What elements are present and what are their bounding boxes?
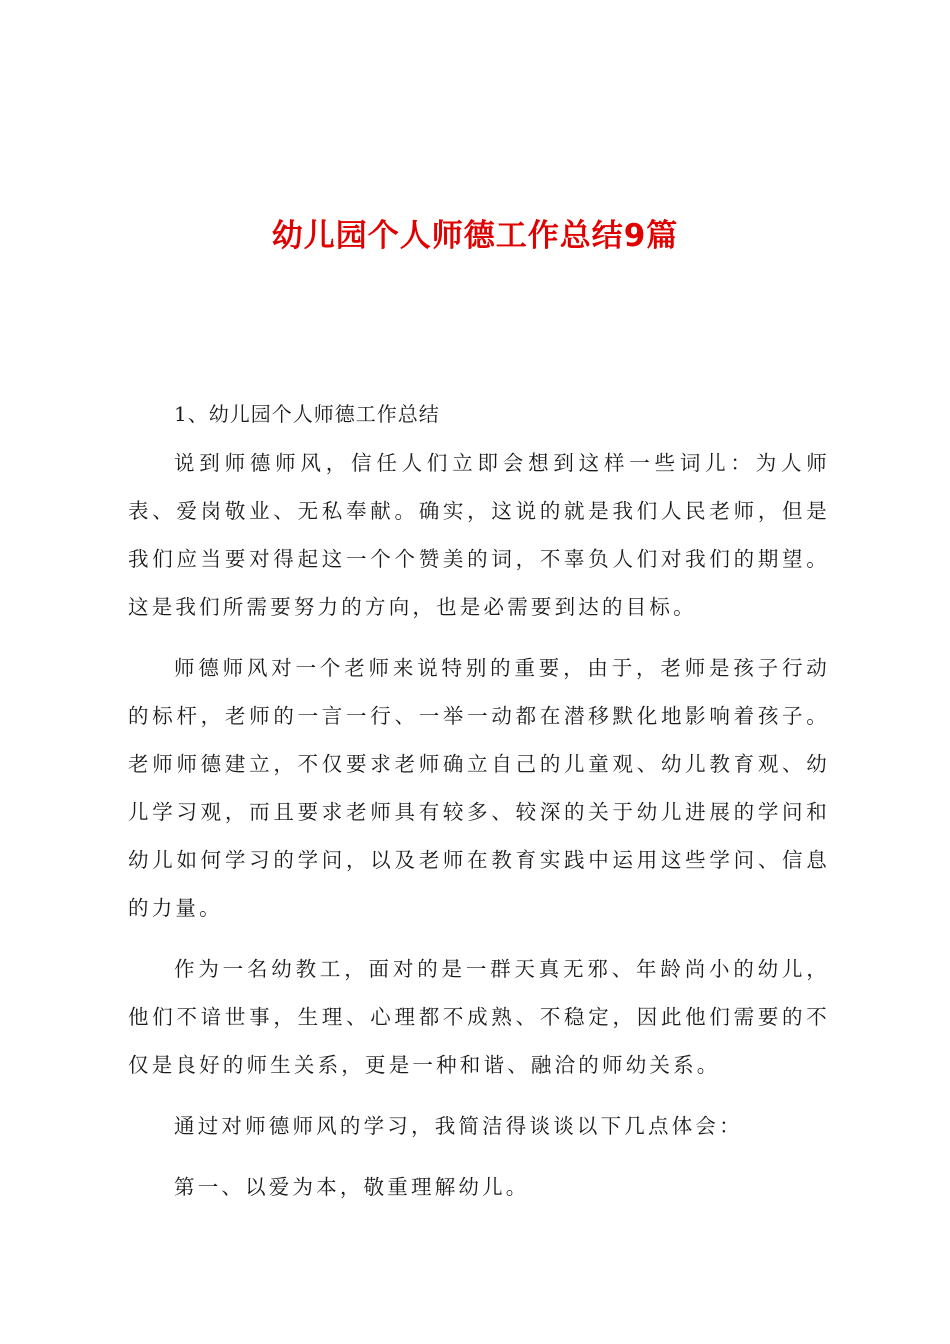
paragraph-2: 师德师风对一个老师来说特别的重要，由于，老师是孩子行动的标杆，老师的一言一行、一举一动都在潜移默化地影响着孩子。老师师德建立，不仅要求老师确立自己的儿童观、幼儿教育观、幼儿学习观，而且要求老师具有较多、较深的关于幼儿进展的学问和幼儿如何学习的学问，以及老师在教育实践中运用这些学问、信息的力量。 [128,656,830,920]
paragraph-1: 说到师德师风，信任人们立即会想到这样一些词儿：为人师表、爱岗敬业、无私奉献。确实，这说的就是我们人民老师，但是我们应当要对得起这一个个赞美的词，不辜负人们对我们的期望。这是我们所需要努力的方向，也是必需要到达的目标。 [128,451,830,619]
paragraph-5: 第一、以爱为本，敬重理解幼儿。 [174,1175,530,1199]
document-body [128,393,830,1224]
section-heading: 1、幼儿园个人师德工作总结 [174,402,440,426]
paragraph-3: 作为一名幼教工，面对的是一群天真无邪、年龄尚小的幼儿，他们不谙世事，生理、心理都不成熟、不稳定，因此他们需要的不仅是良好的师生关系，更是一种和谐、融洽的师幼关系。 [128,957,830,1077]
document-title: 幼儿园个人师德工作总结9篇 [271,218,679,254]
paragraph-4: 通过对师德师风的学习，我简洁得谈谈以下几点体会： [174,1114,743,1138]
